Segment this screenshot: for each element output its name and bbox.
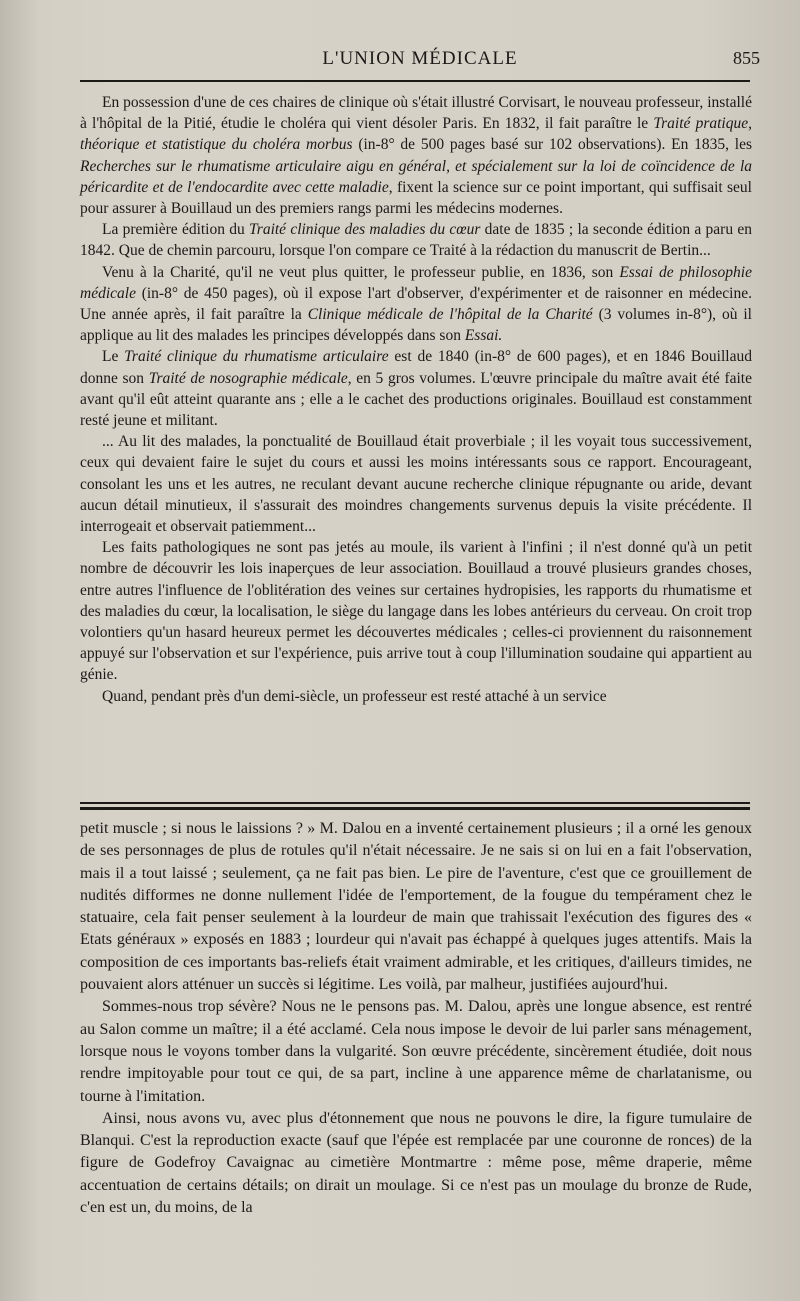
- text-run: La première édition du: [102, 221, 250, 239]
- text-run: En possession d'une de ces chaires de clinique où s'était illustré Corvisart, le nouveau professeur, installé à l'hôpital de la Pitié, étudie le choléra qui vient désoler Paris. En 1832, il fait paraître le: [80, 94, 752, 133]
- paragraph: [80, 1108, 752, 1219]
- journal-title: L'UNION MÉDICALE: [322, 48, 518, 69]
- paragraph: [80, 346, 752, 431]
- paragraph: [80, 537, 752, 685]
- italic-title: Traité pratique, théorique et statistique du choléra morbus: [80, 115, 752, 154]
- italic-title: Essai.: [464, 327, 503, 345]
- paragraph: [80, 431, 752, 537]
- text-run: Ainsi, nous avons vu, avec plus d'étonnement que nous ne pouvons le dire, la figure tumulaire de Blanqui. C'est la reproduction exacte (sauf que l'épée est remplacée par une couronne de ronces) de la figure de Godefroy Cavaignac au cimetière Montmartre : même pose, même draperie, même accentuation de certains détails; on dirait un moulage. Si ce n'est pas un moulage du bronze de Rude, c'en est un, du moins, de la: [80, 1109, 752, 1217]
- header-rule: [80, 80, 750, 82]
- text-run: date de 1835 ; la seconde édition a paru en 1842. Que de chemin parcouru, lorsque l'on compare ce Traité à la rédaction du manuscrit de Bertin...: [80, 221, 752, 260]
- page-number: 855: [733, 48, 760, 68]
- italic-title: Recherches sur le rhumatisme articulaire aigu en général, et spécialement sur la loi de coïncidence de la péricardite et de l'endocardite avec cette maladie: [80, 157, 752, 196]
- italic-title: Traité clinique du rhumatisme articulaire: [124, 348, 389, 366]
- italic-title: Essai de philosophie médicale: [80, 263, 752, 302]
- italic-title: Traité de nosographie médicale: [148, 369, 348, 387]
- italic-title: Traité clinique des maladies du cœur: [249, 221, 481, 239]
- text-run: Sommes-nous trop sévère? Nous ne le pensons pas. M. Dalou, après une longue absence, est rentré au Salon comme un maître; il a été acclamé. Cela nous impose le devoir de lui parler sans ménagement, lorsque nous le voyons tomber dans la vulgarité. Son œuvre précédente, sincèrement étudiée, doit nous rendre impitoyable pour tout ce qui, de sa part, incline à une apparence même de charlatanisme, ou tourne à l'imitation.: [80, 998, 752, 1105]
- feuilleton-separator-bottom: [80, 807, 750, 810]
- text-run: Les faits pathologiques ne sont pas jetés au moule, ils varient à l'infini ; il n'est donné qu'à un petit nombre de découvrir les lois inaperçues de leur association. Bouillaud a trouvé plusieurs grandes choses, entre autres l'influence de l'oblitération des veines sur certaines hydropisies, les rapports du rhumatisme et des maladies du cœur, la localisation, le siège du langage dans les lobes antérieurs du cerveau. On croit trop volontiers qu'un hasard heureux permet les découvertes médicales ; celles-ci proviennent du raisonnement appuyé sur l'observation et sur l'expérience, puis arrive tout à coup l'illumination soudaine qui appartient au génie.: [80, 539, 752, 684]
- text-run: (in-8° de 500 pages basé sur 102 observations). En 1835, les: [352, 136, 752, 154]
- paragraph: [80, 818, 752, 996]
- text-run: Le: [102, 348, 125, 366]
- paragraph: [80, 92, 752, 219]
- paragraph: [80, 686, 752, 707]
- text-run: ... Au lit des malades, la ponctualité de Bouillaud était proverbiale ; il les voyait tous successivement, ceux qui devaient faire le sujet du cours et aussi les moins intéressants sous ce rapport. Encourageant, consolant les uns et les autres, ne reculant devant aucune recherche clinique répugnante ou aride, devant aucun détail minutieux, il s'assurait des moindres changements survenus depuis la visite précédente. Il interrogeait et observait patiemment...: [80, 433, 752, 536]
- text-run: petit muscle ; si nous le laissions ? » M. Dalou en a inventé certainement plusieurs ; il a orné les genoux de ses personnages de plus de rotules qu'il n'était nécessaire. Je ne sais si on lui en a fait l'observation, mais il a tout laissé ; seulement, ça ne fait pas bien. Le pire de l'aventure, c'est que ce grouillement de nudités difformes ne donne nullement l'idée de l'emportement, de la fougue du tempérament chez le statuaire, cela fait penser seulement à la lourdeur de main que trahissait l'exécution des figures des « Etats généraux » exposés en 1883 ; lourdeur qui n'avait pas échappé à quelques juges attentifs. Mais la composition de ces importants bas-reliefs était vraiment admirable, et les critiques, d'ailleurs timides, ne pouvaient alors atténuer un succès si légitime. Les voilà, par malheur, justifiées aujourd'hui.: [80, 820, 752, 994]
- paragraph: [80, 219, 752, 261]
- paragraph: [80, 996, 752, 1107]
- italic-title: Clinique médicale de l'hôpital de la Charité: [307, 306, 593, 324]
- paragraph: [80, 262, 752, 347]
- text-run: (in-8° de 450 pages), où il expose l'art d'observer, d'expérimenter et de raisonner en médecine. Une année après, il fait paraître la: [80, 284, 752, 324]
- text-run: , fixent la science sur ce point important, qui suffisait seul pour assurer à Bouillaud un des premiers rangs parmi les médecins modernes.: [80, 178, 752, 218]
- feuilleton-separator-top: [80, 802, 750, 804]
- running-head: [80, 48, 760, 74]
- text-run: Quand, pendant près d'un demi-siècle, un professeur est resté attaché à un service: [102, 687, 607, 705]
- text-run: est de 1840 (in-8° de 600 pages), et en 1846 Bouillaud donne son: [80, 348, 752, 387]
- text-run: Venu à la Charité, qu'il ne veut plus quitter, le professeur publie, en 1836, son: [102, 263, 620, 281]
- text-run: (3 volumes in-8°), où il applique au lit des malades les principes développés dans son: [80, 306, 752, 345]
- main-article-column: [80, 92, 752, 707]
- feuilleton-column: [80, 818, 752, 1219]
- text-run: , en 5 gros volumes. L'œuvre principale du maître avait été faite avant qu'il eût atteint quarante ans ; elle a le cachet des productions originales. Bouillaud est constamment resté jeune et militant.: [80, 369, 752, 430]
